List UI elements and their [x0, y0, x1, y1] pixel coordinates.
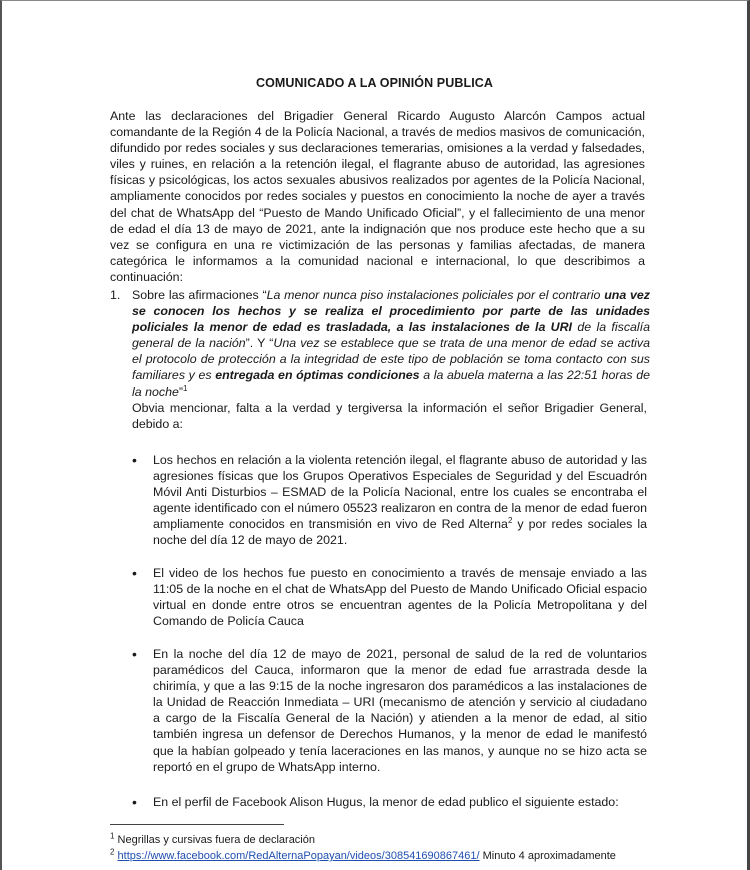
bullet-item	[132, 646, 647, 775]
bullet-dot: •	[132, 452, 137, 468]
item-1-text-part: Sobre las afirmaciones “	[132, 288, 267, 302]
bullet-text-part: Los hechos en relación a la violenta retención ilegal, el flagrante abuso de autoridad y las agresiones físicas que los Grupos Operativos Especiales de Seguridad y del Escuadrón Móvil Anti Disturbios – ESMAD de la Policía Nacional, entre los cuales se encontraba el agente identificado con el número 05523 realizaron en contra de la menor de edad fueron ampliamente conocidos en transmisión en vivo de Red Alterna	[153, 453, 647, 532]
footnote-2	[110, 849, 616, 863]
item-1-quote-bold: una vez se conocen los hechos y se realiza el procedimiento por parte de las unidades policiales la menor de edad es trasladada, a las instalaciones de la URI	[132, 288, 650, 335]
footnote-mark: 2	[110, 847, 115, 857]
item-1-text-part: ”. Y “	[245, 336, 274, 351]
bullet-text: El video de los hechos fue puesto en conocimiento a través de mensaje enviado a las 11:05 de la noche en el chat de WhatsApp del Puesto de Mando Unificado Oficial espacio virtual en donde entre otros se encuentran agentes de la Policía Metropolitana y del Comando de Policía Cauca	[153, 566, 647, 629]
item-1-quote-bold: entregada en óptimas condiciones	[215, 368, 420, 383]
item-1-quote-italic: a la abuela materna a las 22:51 horas de la noche	[132, 368, 650, 399]
footnote-separator	[110, 824, 284, 825]
item-1-quote-italic: Una vez se establece que se trata de una menor de edad se activa el protocolo de protección a la integridad de este tipo de población se toma contacto con sus familiares y es	[132, 336, 650, 383]
footnote-text: Minuto 4 aproximadamente	[479, 850, 616, 862]
bullet-dot: •	[132, 794, 137, 810]
bullet-dot: •	[132, 565, 137, 581]
footnote-1	[110, 833, 315, 847]
bullet-item	[132, 452, 647, 549]
footnote-ref-2[interactable]: 2	[507, 516, 513, 526]
bullet-text	[153, 452, 647, 549]
bullet-item	[132, 794, 647, 810]
bullet-text-part: y por redes sociales la noche del día 12 de mayo de 2021.	[153, 517, 647, 548]
footnote-ref-1[interactable]: 1	[183, 383, 188, 393]
bullet-dot: •	[132, 646, 137, 662]
item-1-text-part: ”	[178, 384, 183, 399]
item-1-quote-italic: de la fiscalía general de la nación	[132, 320, 650, 351]
item-1-text	[132, 287, 650, 400]
document-title: COMUNICADO A LA OPINIÓN PUBLICA	[255, 76, 494, 90]
bullet-text: En el perfil de Facebook Alison Hugus, la menor de edad publico el siguiente estado:	[153, 795, 619, 809]
footnote-mark: 1	[110, 831, 115, 841]
item-number: 1.	[110, 288, 121, 302]
bullet-text: En la noche del día 12 de mayo de 2021, personal de salud de la red de voluntarios paramédicos del Cauca, informaron que la menor de edad fue arrastrada desde la chirimía, y que a las 9:15 de la noche ingresaron dos paramédicos a las instalaciones de la Unidad de Reacción Inmediata – URI (mecanismo de atención y servicio al ciudadano a cargo de la Fiscalía General de la Nación) y atienden a la menor de edad, al sitio también ingresa un defensor de Derechos Humanos, y la menor de edad le manifestó que la habían golpeado y tenía laceraciones en las manos, y aunque no se hizo acta se reportó en el grupo de WhatsApp interno.	[153, 647, 647, 774]
item-1-quote-italic: La menor nunca piso instalaciones policiales por el contrario	[266, 288, 605, 302]
obvia-paragraph: Obvia mencionar, falta a la verdad y tergiversa la información el señor Brigadier General, debido a:	[132, 401, 647, 432]
footnote-text: Negrillas y cursivas fuera de declaración	[114, 834, 315, 846]
numbered-item-1	[110, 287, 650, 400]
bullet-item	[132, 565, 647, 629]
footnote-link[interactable]: https://www.facebook.com/RedAlternaPopayan/videos/308541690867461/	[117, 850, 480, 862]
intro-paragraph: Ante las declaraciones del Brigadier General Ricardo Augusto Alarcón Campos actual comandante de la Región 4 de la Policía Nacional, a través de medios masivos de comunicación, difundido por redes sociales y sus declaraciones temerarias, omisiones a la verdad y falsedades, viles y ruines, en relación a la retención ilegal, el flagrante abuso de autoridad, las agresiones físicas y psicológicas, los actos sexuales abusivos realizados por agentes de la Policía Nacional, ampliamente conocidos por redes sociales y puestos en conocimiento la noche de ayer a través del chat de WhatsApp del “Puesto de Mando Unificado Oficial”, y el fallecimiento de una menor de edad el día 13 de mayo de 2021, ante la indignación que nos produce este hecho que a su vez se configura en una re victimización de las personas y familias afectadas, de manera categórica le informamos a la comunidad nacional e internacional, lo que describimos a continuación:	[110, 109, 645, 284]
